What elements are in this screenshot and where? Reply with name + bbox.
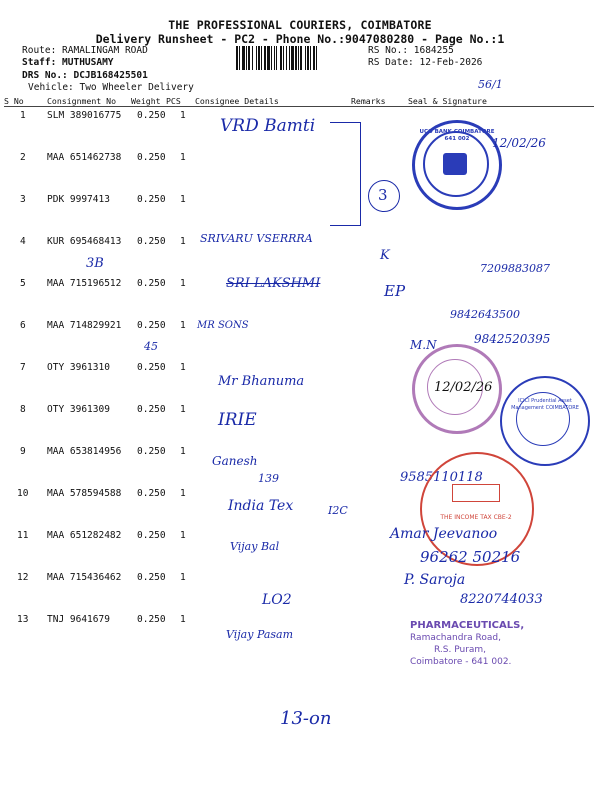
row-pcs: 1 bbox=[180, 110, 186, 121]
col-remarks: Remarks bbox=[351, 96, 386, 106]
bottom-count-note: 13-on bbox=[280, 708, 332, 729]
row8-name: IRIE bbox=[218, 410, 257, 430]
row5-name: SRI LAKSHMI bbox=[226, 276, 321, 291]
barcode-bar bbox=[295, 46, 297, 70]
row-sno: 3 bbox=[20, 194, 26, 205]
row-sno: 9 bbox=[20, 446, 26, 457]
col-seal-signature: Seal & Signature bbox=[408, 96, 487, 106]
row-weight: 0.250 bbox=[137, 572, 166, 583]
row-consignment: MAA 651282482 bbox=[47, 530, 122, 541]
row-pcs: 1 bbox=[180, 278, 186, 289]
row-weight: 0.250 bbox=[137, 320, 166, 331]
pharma-line-2: Ramachandra Road, bbox=[410, 633, 501, 643]
row6-name: MR SONS bbox=[197, 320, 249, 331]
barcode-bar bbox=[271, 46, 272, 70]
tax-stamp-text: THE INCOME TAX CBE-2 bbox=[440, 514, 512, 521]
barcode-bar bbox=[316, 46, 317, 70]
barcode-bar bbox=[289, 46, 290, 70]
row-consignment: MAA 653814956 bbox=[47, 446, 122, 457]
barcode-bar bbox=[242, 46, 245, 70]
row4-phone: 7209883087 bbox=[480, 262, 550, 275]
barcode-bar bbox=[283, 46, 284, 70]
row-weight: 0.250 bbox=[137, 362, 166, 373]
row7-date: 12/02/26 bbox=[434, 380, 493, 395]
row-weight: 0.250 bbox=[137, 614, 166, 625]
row-pcs: 1 bbox=[180, 446, 186, 457]
bracket-mark bbox=[330, 122, 361, 226]
rs-number: RS No.: 1684255 bbox=[368, 45, 454, 56]
col-weight: Weight bbox=[131, 96, 161, 106]
row-pcs: 1 bbox=[180, 152, 186, 163]
row-weight: 0.250 bbox=[137, 446, 166, 457]
col-pcs: PCS bbox=[166, 96, 181, 106]
page-mark: 56/1 bbox=[478, 78, 503, 91]
row5-left-mark: 3B bbox=[86, 256, 104, 271]
row-consignment: KUR 695468413 bbox=[47, 236, 122, 247]
row-pcs: 1 bbox=[180, 572, 186, 583]
row-weight: 0.250 bbox=[137, 152, 166, 163]
row11-name: Vijay Bal bbox=[230, 540, 280, 553]
row6-signature: M.N bbox=[410, 338, 437, 352]
table-row bbox=[0, 192, 600, 234]
icici-stamp bbox=[500, 376, 590, 466]
row-sno: 10 bbox=[17, 488, 29, 499]
row-consignment: MAA 651462738 bbox=[47, 152, 122, 163]
row-sno: 7 bbox=[20, 362, 26, 373]
row12-signature: P. Saroja bbox=[404, 572, 466, 588]
row5-phone: 9842643500 bbox=[450, 308, 520, 321]
row12-phone: 8220744033 bbox=[460, 592, 543, 607]
circled-number bbox=[368, 180, 400, 212]
col-consignee: Consignee Details bbox=[195, 96, 279, 106]
barcode-bar bbox=[291, 46, 294, 70]
row10-sub: I2C bbox=[328, 504, 348, 517]
row-sno: 1 bbox=[20, 110, 26, 121]
row-consignment: PDK 9997413 bbox=[47, 194, 110, 205]
barcode-bar bbox=[258, 46, 260, 70]
row-consignment: MAA 714829921 bbox=[47, 320, 122, 331]
uco-bank-stamp bbox=[412, 120, 502, 210]
row1-name: VRD Bamti bbox=[220, 116, 316, 136]
row-sno: 5 bbox=[20, 278, 26, 289]
barcode-bar bbox=[280, 46, 282, 70]
barcode-bar bbox=[256, 46, 257, 70]
barcode-bar bbox=[298, 46, 299, 70]
row-pcs: 1 bbox=[180, 488, 186, 499]
row6-mark: 45 bbox=[144, 340, 158, 353]
row-pcs: 1 bbox=[180, 236, 186, 247]
barcode-bar bbox=[274, 46, 275, 70]
row-consignment: TNJ 9641679 bbox=[47, 614, 110, 625]
row9-phone: 9585110118 bbox=[400, 470, 483, 485]
row-pcs: 1 bbox=[180, 194, 186, 205]
rs-date: RS Date: 12-Feb-2026 bbox=[368, 57, 483, 68]
row-weight: 0.250 bbox=[137, 278, 166, 289]
document-subtitle: Delivery Runsheet - PC2 - Phone No.:9047080280 - Page No.:1 bbox=[95, 32, 505, 46]
barcode-bar bbox=[239, 46, 240, 70]
table-row bbox=[0, 150, 600, 192]
row-pcs: 1 bbox=[180, 404, 186, 415]
row-sno: 4 bbox=[20, 236, 26, 247]
row-sno: 11 bbox=[17, 530, 29, 541]
row6-phone: 9842520395 bbox=[474, 332, 551, 346]
row-sno: 8 bbox=[20, 404, 26, 415]
row-sno: 2 bbox=[20, 152, 26, 163]
row12-name: LO2 bbox=[262, 592, 292, 608]
row-consignment: OTY 3961310 bbox=[47, 362, 110, 373]
uco-stamp-text: UCO BANK COIMBATORE 641 002 bbox=[419, 129, 495, 142]
header-divider bbox=[4, 106, 594, 107]
row10-name: India Tex bbox=[228, 498, 294, 514]
col-sno: S No bbox=[4, 96, 24, 106]
row-weight: 0.250 bbox=[137, 236, 166, 247]
vehicle-label: Vehicle: Two Wheeler Delivery bbox=[28, 82, 194, 93]
row9-sub: 139 bbox=[258, 472, 279, 485]
pharma-address-stamp bbox=[410, 620, 560, 668]
barcode-bar bbox=[248, 46, 250, 70]
row9-name: Ganesh bbox=[212, 454, 258, 468]
document-title: THE PROFESSIONAL COURIERS, COIMBATORE bbox=[168, 18, 432, 32]
icici-stamp-text: ICICI Prudential Asset Management COIMBATORE bbox=[511, 398, 579, 411]
barcode-bar bbox=[300, 46, 302, 70]
row-consignment: MAA 715196512 bbox=[47, 278, 122, 289]
row-sno: 12 bbox=[17, 572, 29, 583]
row1-date: 12/02/26 bbox=[492, 136, 546, 150]
barcode-bar bbox=[286, 46, 287, 70]
staff-label: Staff: MUTHUSAMY bbox=[22, 57, 114, 68]
barcode-bar bbox=[261, 46, 262, 70]
row-pcs: 1 bbox=[180, 320, 186, 331]
barcode-bar bbox=[264, 46, 266, 70]
row-weight: 0.250 bbox=[137, 110, 166, 121]
row-weight: 0.250 bbox=[137, 404, 166, 415]
row-sno: 13 bbox=[17, 614, 29, 625]
row-sno: 6 bbox=[20, 320, 26, 331]
row13-name: Vijay Pasam bbox=[226, 628, 294, 641]
circled-number-text: 3 bbox=[378, 186, 388, 204]
pharma-line-1: PHARMACEUTICALS, bbox=[410, 620, 525, 631]
pharma-line-4: Coimbatore - 641 002. bbox=[410, 657, 512, 667]
row7-name: Mr Bhanuma bbox=[218, 374, 305, 389]
row-weight: 0.250 bbox=[137, 194, 166, 205]
row-pcs: 1 bbox=[180, 614, 186, 625]
row11-signature: Amar Jeevanoo bbox=[390, 526, 498, 542]
row-consignment: SLM 389016775 bbox=[47, 110, 122, 121]
barcode bbox=[236, 46, 364, 70]
row-weight: 0.250 bbox=[137, 488, 166, 499]
barcode-bar bbox=[246, 46, 247, 70]
barcode-bar bbox=[310, 46, 311, 70]
row-consignment: MAA 715436462 bbox=[47, 572, 122, 583]
barcode-bar bbox=[252, 46, 253, 70]
row4-name: SRIVARU VSERRRA bbox=[200, 232, 313, 245]
barcode-bar bbox=[305, 46, 306, 70]
row-weight: 0.250 bbox=[137, 530, 166, 541]
barcode-bar bbox=[276, 46, 277, 70]
barcode-bar bbox=[236, 46, 238, 70]
row5-signature: EP bbox=[384, 282, 406, 300]
row11-phone: 96262 50216 bbox=[420, 548, 521, 566]
barcode-bar bbox=[267, 46, 270, 70]
row-pcs: 1 bbox=[180, 530, 186, 541]
pharma-line-3: R.S. Puram, bbox=[434, 645, 487, 655]
barcode-bar bbox=[307, 46, 309, 70]
row4-remark: K bbox=[380, 248, 390, 263]
route-label: Route: RAMALINGAM ROAD bbox=[22, 45, 148, 56]
drs-number: DRS No.: DCJB168425501 bbox=[22, 70, 148, 81]
row-pcs: 1 bbox=[180, 362, 186, 373]
col-consignment: Consignment No bbox=[47, 96, 117, 106]
barcode-bar bbox=[313, 46, 315, 70]
row-consignment: MAA 578594588 bbox=[47, 488, 122, 499]
row-consignment: OTY 3961309 bbox=[47, 404, 110, 415]
